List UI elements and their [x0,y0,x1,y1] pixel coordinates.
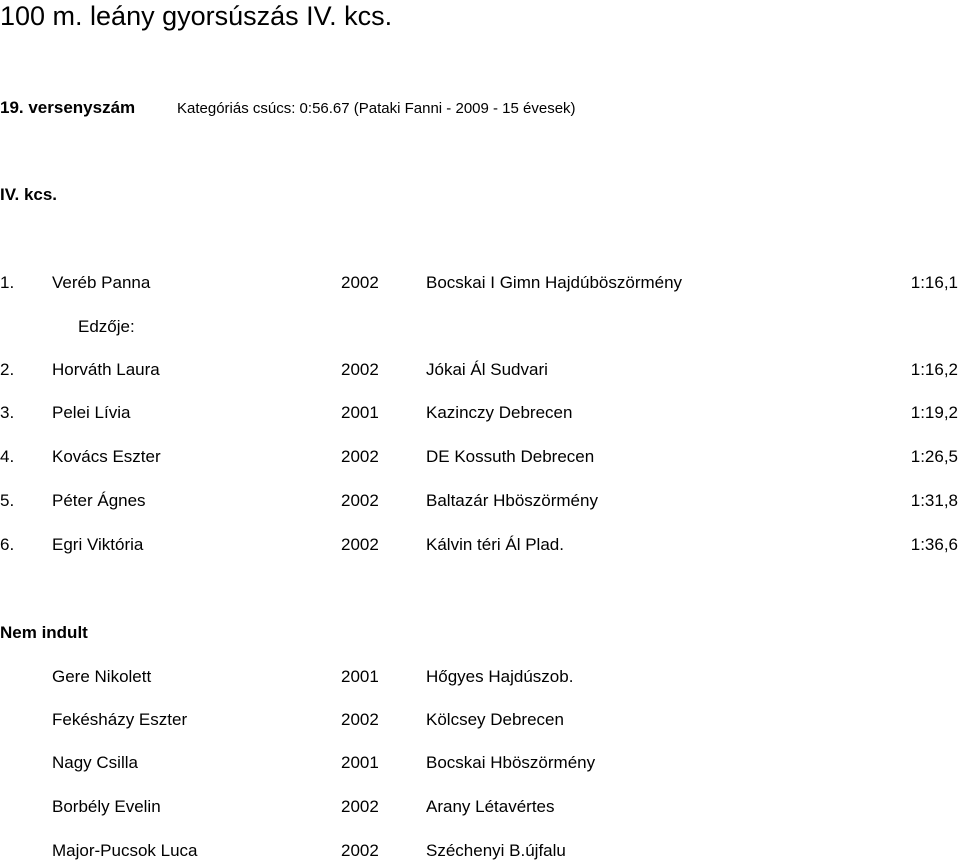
result-club: Kálvin téri Ál Plad. [426,535,564,554]
event-number: 19. versenyszám [0,98,136,117]
result-club: Baltazár Hböszörmény [426,491,598,510]
dns-year: 2001 [341,753,379,772]
dns-name: Gere Nikolett [52,667,152,686]
result-place: 6. [0,535,15,554]
result-place: 4. [0,447,15,466]
dns-name: Nagy Csilla [52,753,138,772]
coach-label: Edzője: [78,317,135,336]
result-year: 2002 [341,360,379,379]
dns-year: 2002 [341,710,379,729]
dns-year: 2001 [341,667,379,686]
result-club: Bocskai I Gimn Hajdúböszörmény [426,273,683,292]
result-time: 1:16,1 [910,273,958,292]
result-club: Kazinczy Debrecen [426,403,573,422]
result-place: 2. [0,360,15,379]
result-name: Horváth Laura [52,360,160,379]
result-name: Pelei Lívia [52,403,131,422]
dns-label: Nem indult [0,623,88,642]
result-year: 2002 [341,273,379,292]
dns-club: Széchenyi B.újfalu [426,841,566,860]
result-time: 1:16,2 [910,360,958,379]
dns-name: Borbély Evelin [52,797,161,816]
result-club: DE Kossuth Debrecen [426,447,595,466]
result-year: 2001 [341,403,379,422]
result-name: Veréb Panna [52,273,151,292]
result-time: 1:36,6 [910,535,958,554]
dns-club: Arany Létavértes [426,797,555,816]
result-time: 1:19,2 [910,403,958,422]
result-place: 1. [0,273,15,292]
result-name: Kovács Eszter [52,447,161,466]
result-year: 2002 [341,447,379,466]
category-record: Kategóriás csúcs: 0:56.67 (Pataki Fanni - 2009 - 15 évesek) [177,100,576,117]
result-time: 1:26,5 [910,447,958,466]
dns-name: Major-Pucsok Luca [52,841,198,860]
result-year: 2002 [341,535,379,554]
dns-year: 2002 [341,841,379,860]
dns-year: 2002 [341,797,379,816]
page-title: 100 m. leány gyorsúszás IV. kcs. [0,1,393,31]
result-time: 1:31,8 [910,491,958,510]
result-year: 2002 [341,491,379,510]
dns-name: Fekésházy Eszter [52,710,188,729]
dns-club: Kölcsey Debrecen [426,710,564,729]
dns-club: Bocskai Hböszörmény [426,753,596,772]
result-name: Péter Ágnes [52,491,146,510]
result-place: 3. [0,403,15,422]
dns-club: Hőgyes Hajdúszob. [426,667,574,686]
result-club: Jókai Ál Sudvari [426,360,548,379]
result-place: 5. [0,491,15,510]
result-name: Egri Viktória [52,535,144,554]
category-label: IV. kcs. [0,185,58,204]
